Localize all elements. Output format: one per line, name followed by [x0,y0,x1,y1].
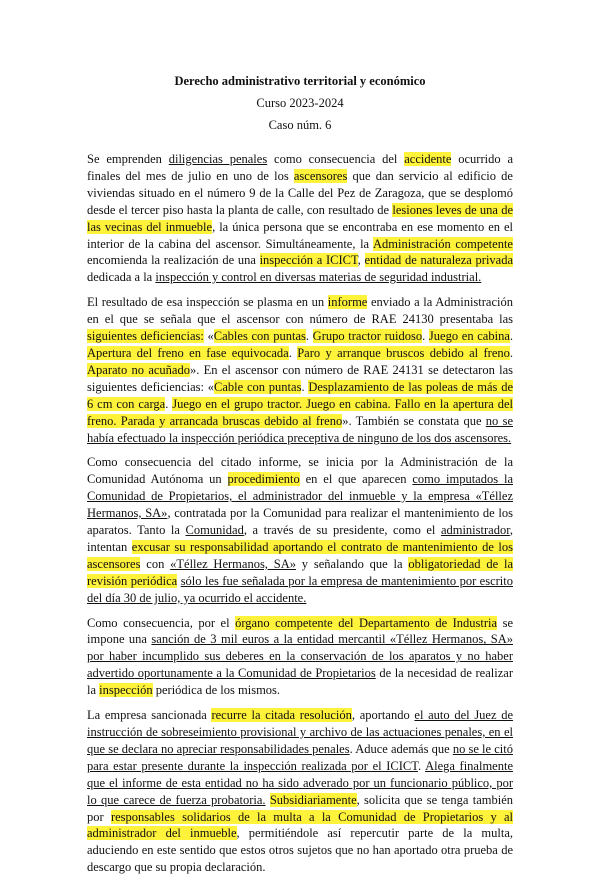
text-run: y señalando que la [295,556,409,571]
underlined-text: sanción de 3 mil euros a la entidad mercantil «Téllez Hermanos, SA» por haber incumplido sus deberes en la conservación de los aparatos y no haber advertido oportunamente a la Comunidad de Propietarios [87,632,513,681]
underlined-text: administrador [440,523,510,538]
highlighted-text: obligatoriedad de la revisión periódica [87,556,513,588]
underlined-text: como imputados la Comunidad de Propietarios, el administrador del inmueble y la empresa «Téllez Hermanos, SA» [87,472,513,521]
highlighted-text: inspección [99,683,153,698]
highlighted-text: inspección a ICICT [259,253,358,268]
highlighted-text: accidente [404,152,452,166]
text-run: , [357,253,365,268]
text-run: El resultado de esa inspección se plasma en un [87,295,328,310]
text-run: ocurrido a finales del mes de julio en uno de los [87,152,513,183]
highlighted-text: siguientes deficiencias: [87,329,204,344]
text-run: , solicita que se tenga también por [87,792,514,824]
text-run: dedicada a la [87,270,156,285]
text-run: se impone una [87,615,514,647]
underlined-text: inspección y control en diversas materias de seguridad industrial. [155,270,482,285]
text-run: periódica de los mismos. [152,683,281,698]
highlighted-text: entidad de naturaleza privada [364,253,514,268]
text-run: . [417,758,426,773]
highlighted-text: Paro y arranque bruscos debido al freno [297,345,510,360]
text-run: . [301,379,309,394]
underlined-text: no se había efectuado la inspección periódica preceptiva de ninguno de los dos ascensores. [87,413,513,445]
text-run: ». También se constata que [342,413,486,428]
text-run: Como consecuencia del citado informe, se inicia por la Administración de la Comunidad Autónoma un [87,455,513,487]
highlighted-text: Grupo tractor ruidoso [312,329,423,344]
highlighted-text: procedimiento [227,472,300,487]
text-run: , intentan [87,523,513,554]
paragraph-5 [87,707,513,876]
document-body [87,151,513,884]
highlighted-text: lesiones leves de una de las vecinas del inmueble [87,202,513,234]
highlighted-text: Subsidiariamente [269,792,357,807]
document-title: Derecho administrativo territorial y económico [174,74,426,88]
underlined-text: diligencias penales [168,152,268,166]
text-run: La empresa sancionada [87,708,212,723]
text-run: , a través de su presidente, como el [243,523,441,538]
text-run: con [140,556,171,571]
highlighted-text: Juego en el grupo tractor. Juego en cabina. Fallo en la apertura del freno. Parada y arrancada bruscas debido al freno [87,396,513,428]
text-run: encomienda la realización de una [87,253,260,268]
text-run: . [509,329,513,344]
text-run: Se emprenden [87,152,169,166]
text-run: ». En el ascensor con número de RAE 24131 se detectaron las siguientes deficiencias: « [87,362,513,394]
highlighted-text: Administración competente [373,236,513,251]
text-run: , permitiéndole así repercutir parte de la multa, aduciendo en este sentido que estos otros sujetos que no han aportado otra prueba de descargo que su propia declaración. [87,826,514,875]
case-number: Caso núm. 6 [268,118,332,132]
highlighted-text: órgano competente del Departamento de Industria [235,615,498,630]
text-run: , la única persona que se encontraba en ese momento en el interior de la cabina del ascensor. Simultáneamente, la [87,219,514,251]
highlighted-text: informe [327,295,368,310]
text-run: en el que aparecen [299,472,413,487]
underlined-text: el auto del Juez de instrucción de sobreseimiento provisional y archivo de las actuaciones penales, en el que se declara no apreciar responsabilidades penales [87,708,514,756]
highlighted-text: Cables con puntas [213,329,306,344]
highlighted-text: recurre la citada resolución [211,708,352,723]
text-run: enviado a la Administración en el que se señala que el ascensor con número de RAE 24130 presentaba las [87,295,513,327]
underlined-text: sólo les fue señalada por la empresa de mantenimiento por escrito del día 30 de julio, ya ocurrido el accidente. [87,573,513,605]
highlighted-text: Apertura del freno en fase equivocada [87,345,289,360]
text-run: . [165,396,173,411]
underlined-text: Comunidad [185,523,244,538]
text-run: . Aduce además que [349,741,453,756]
underlined-text: no se le citó para estar presente durante la inspección realizada por el ICICT [87,741,513,773]
paragraph-4 [87,615,513,700]
text-run: Como consecuencia, por el [87,615,236,630]
text-run: « [203,329,214,344]
highlighted-text: Desplazamiento de las poleas de más de 6 cm con carga [87,379,514,411]
highlighted-text: Juego en cabina [428,329,510,344]
paragraph-1 [87,151,513,286]
highlighted-text: ascensores [293,168,348,183]
text-run: . [509,345,514,360]
highlighted-text: Cable con puntas [214,379,302,394]
text-run: , contratada por la Comunidad para realizar el mantenimiento de los aparatos. Tanto la [87,506,513,538]
text-run: como consecuencia del [267,152,405,166]
text-run: . [305,329,313,344]
underlined-text: «Téllez Hermanos, SA» [170,556,296,571]
document-header [0,70,600,136]
text-run: de la necesidad de realizar la [87,666,513,698]
text-run: . [288,345,298,360]
highlighted-text: excusar su responsabilidad aportando el contrato de mantenimiento de los ascensores [87,539,514,571]
paragraph-2 [87,294,513,446]
paragraph-3 [87,454,513,606]
highlighted-text: Aparato no acuñado [87,362,190,377]
text-run: que dan servicio al edificio de viviendas situado en el número 9 de la Calle del Pez de Zaragoza, que se desplomó desde el tercer piso hasta la planta de calle, con resultado de [87,168,513,217]
highlighted-text: responsables solidarios de la multa a la Comunidad de Propietarios y al administrador del inmueble [87,809,513,841]
course-label: Curso 2023-2024 [256,96,344,110]
text-run: . [422,329,429,344]
underlined-text: Alega finalmente que el informe de esta entidad no ha sido adverado por un funcionario público, por lo que carece de fuerza probatoria. [87,758,513,807]
text-run: , aportando [351,708,415,723]
